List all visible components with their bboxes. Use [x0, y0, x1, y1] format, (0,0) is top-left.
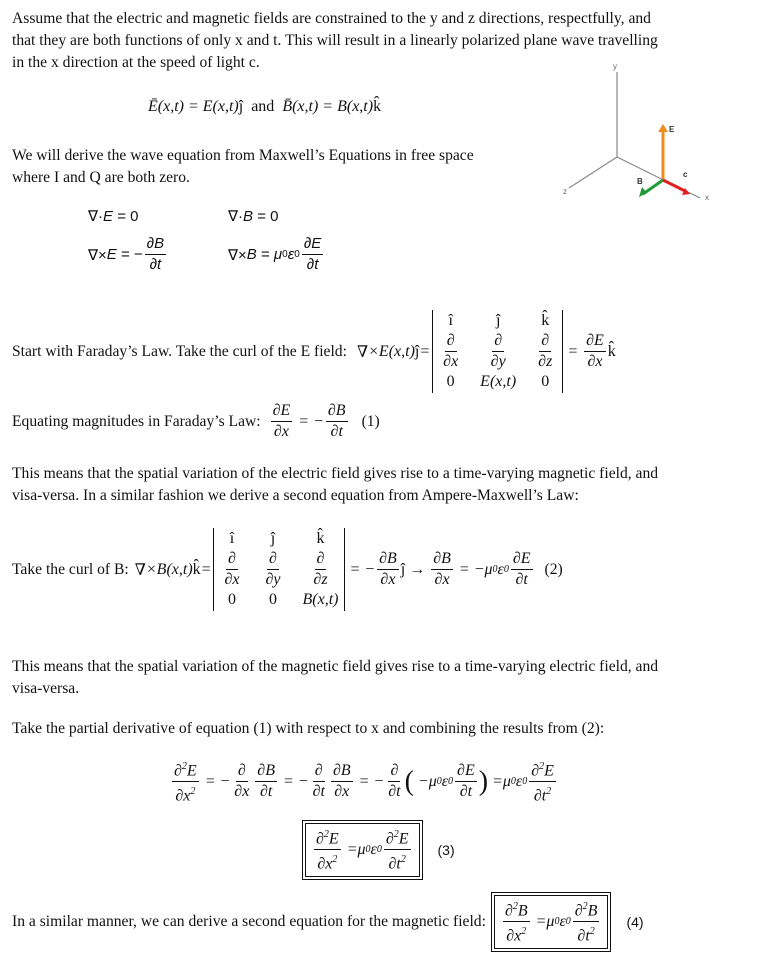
paragraph-derivative — [12, 718, 762, 740]
paragraph-3-line-1: Take the partial derivative of equation (1) with respect to x and combining the results from (2): — [12, 720, 605, 737]
faraday-magnitude-row — [12, 402, 380, 441]
e-field-label: E — [669, 125, 675, 134]
field-definition-equation: Ē(x,t) = E(x,t)ĵ and B̄(x,t) = B(x,t)k̂ — [148, 98, 382, 115]
faraday-law: ∇× E = − $\frac{\partial B}{\partial t}$ — [88, 235, 165, 273]
derive-line-2: where I and Q are both zero. — [12, 169, 190, 186]
paragraph-2-line-2: visa-versa. — [12, 680, 80, 697]
paragraph-1-line-1: This means that the spatial variation of the electric field gives rise to a time-varying magnetic field, and — [12, 465, 659, 482]
faraday-start-text: Start with Faraday’s Law. Take the curl of the E field: — [12, 342, 347, 360]
ampere-determinant: î ĵ k̂ $\frac{\partial}{\partial x}$ $\frac{\partial}{\partial y}$ $\frac{\partial}{\partial z}$ 0 0 B(x,t) — [213, 528, 345, 611]
faraday-determinant: î ĵ k̂ $\frac{\partial}{\partial x}$ $\frac{\partial}{\partial y}$ $\frac{\partial}{\partial z}$ 0 E(x,t) 0 — [432, 310, 563, 393]
z-axis — [569, 157, 617, 188]
paragraph-2-line-1: This means that the spatial variation of the magnetic field gives rise to a time-varying electric field, and — [12, 658, 659, 675]
final-row — [12, 895, 644, 949]
maxwell-equations — [88, 205, 388, 275]
equation-4-number: (4) — [626, 913, 644, 930]
faraday-curl-row — [12, 290, 616, 393]
intro-line-3: in the x direction at the speed of light c. — [12, 54, 260, 71]
ampere-maxwell-law: ∇× B = μ 0 ε 0 $\frac{\partial E}{\partial t}$ — [228, 235, 322, 273]
faraday-equate-text: Equating magnitudes in Faraday’s Law: — [12, 412, 261, 430]
derivation-chain: $\frac{\partial^2E}{\partial x^2}$ = − $\frac{\partial}{\partial x}$ $\frac{\partial B}{\partial t}$ = − $\frac{\partial}{\partial t}$ $\frac{\partial B}{\partial x}$ = − $\frac{\partial}{\partial t}$ ( − μ 0 ε 0 $\frac{\partial E}{\partial t}$ ) = μ 0 ε 0 $\frac{\partial^2E}{\partial t^2}$ — [170, 758, 558, 806]
equation-1-number: (1) — [361, 412, 380, 430]
equation-3-number: (3) — [437, 841, 455, 858]
ampere-curl-equation: ∇ × B ( x , t ) k̂ = î ĵ k̂ $\frac{\partial}{\partial x}$ $\frac{\partial}{\partial y}$ $\frac{\partial}{\partial z}$ 0 0 B(x,t) = − $\frac{\partial B}{\partial x}$ ĵ → $\frac{\partial B}{\partial x}$ = − μ 0 ε 0 $\frac{\partial E}{\partial t}$ — [135, 528, 535, 611]
e-field-arrowhead — [658, 124, 668, 132]
equation-3-row — [305, 823, 455, 877]
gauss-b-law: ∇·B = 0 — [228, 208, 279, 225]
ampere-start-text: Take the curl of B: — [12, 560, 129, 578]
final-text: In a similar manner, we can derive a second equation for the magnetic field: — [12, 912, 486, 930]
equation-4-box: $\frac{\partial^2B}{\partial x^2}$ = μ 0 ε 0 $\frac{\partial^2B}{\partial t^2}$ — [494, 895, 609, 949]
paragraph-1-line-2: visa-versa. In a similar fashion we derive a second equation from Ampere-Maxwell’s Law: — [12, 487, 579, 504]
intro-line-2: that they are both functions of only x and t. This will result in a linearly polarized plane wave travelling — [12, 32, 658, 49]
ampere-curl-row — [12, 528, 563, 611]
paragraph-electric-variation — [12, 463, 762, 507]
intro-line-1: Assume that the electric and magnetic fields are constrained to the y and z directions, respectfully, and — [12, 10, 651, 27]
gauss-e-law: ∇·E = 0 — [88, 208, 139, 225]
equation-1: $\frac{\partial E}{\partial x}$ = − $\frac{\partial B}{\partial t}$ — [272, 402, 346, 440]
wave-axes-figure — [555, 60, 755, 210]
c-velocity-label: c — [683, 170, 688, 179]
paragraph-magnetic-variation — [12, 656, 762, 700]
c-velocity-vector — [663, 180, 685, 191]
equation-2-number: (2) — [544, 560, 563, 578]
derive-paragraph — [12, 145, 572, 189]
derive-line-1: We will derive the wave equation from Maxwell’s Equations in free space — [12, 147, 474, 164]
b-field-label: B — [637, 177, 643, 186]
equation-3-box: $\frac{\partial^2E}{\partial x^2}$ = μ 0 ε 0 $\frac{\partial^2E}{\partial t^2}$ — [305, 823, 420, 877]
faraday-curl-equation: ∇ × E ( x , t ) ĵ = î ĵ k̂ $\frac{\partial}{\partial x}$ $\frac{\partial}{\partial y}$ $\frac{\partial}{\partial z}$ 0 E(x,t) 0 = $\frac{\partial E}{\partial x}$ k̂ — [357, 310, 616, 393]
x-axis-label: x — [705, 193, 709, 202]
y-axis-label: y — [613, 62, 617, 71]
b-field-arrowhead — [639, 187, 647, 197]
z-axis-label: z — [563, 187, 567, 196]
